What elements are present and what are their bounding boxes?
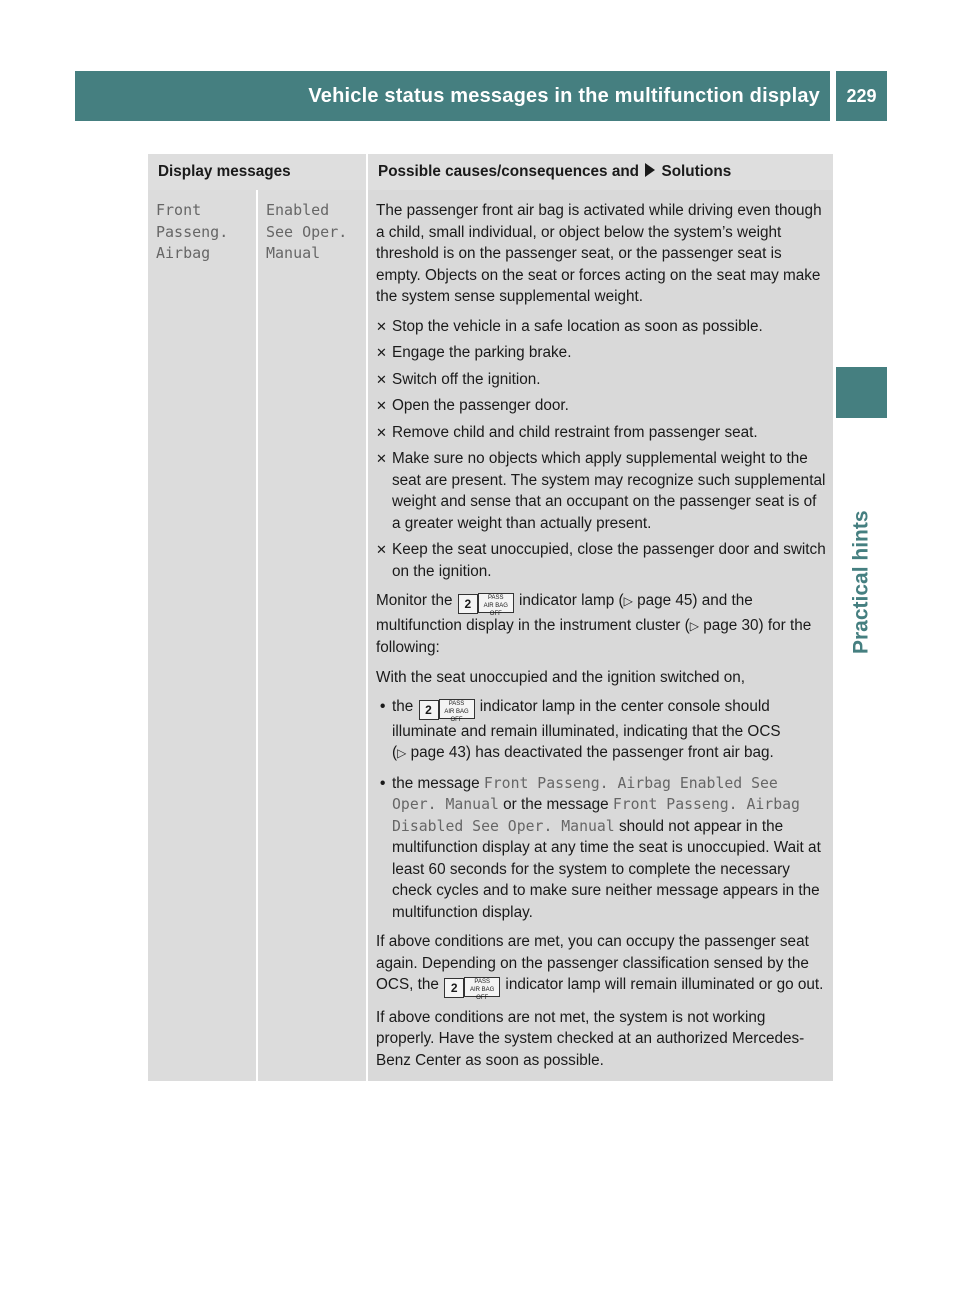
bullet-1: • the 2 PASS AIR BAG OFF indicator lamp in the center console should illuminate and remain illuminated, indicating that the OCS (▷ page 43) has deactivated the passenger front air bag.: [380, 698, 781, 761]
x-mark-icon: ✕: [376, 318, 387, 334]
message-col1: Front Passeng. Airbag: [148, 190, 257, 1081]
x-mark-icon: ✕: [376, 371, 387, 387]
step-7: ✕ Keep the seat unoccupied, close the passenger door and switch on the ignition.: [376, 541, 826, 580]
x-mark-icon: ✕: [376, 542, 387, 557]
page-reference[interactable]: page 43: [410, 744, 466, 761]
triangle-right-icon: ▷: [623, 594, 633, 608]
conditions-met-text: If above conditions are met, you can occupy the passenger seat again. Depending on the passenger classification sensed by the OCS, the 2 PASS AIR BAG OFF indicator lamp will remain illuminated or go out.: [376, 933, 824, 1001]
column-header-display: Display messages: [148, 154, 367, 190]
x-mark-icon: ✕: [376, 345, 387, 360]
x-mark-icon: ✕: [376, 424, 387, 440]
display-message: Front Passeng. Airbag Enabled See Oper. Manual: [392, 774, 778, 813]
step-6: ✕ Make sure no objects which apply supplemental weight to the seat are present. The system may recognize such supplemental weight and sense that an occupant on the passenger seat is of a greater weight than actually present.: [376, 450, 826, 532]
monitor-text: Monitor the 2 PASS AIR BAG OFF indicator lamp (▷ page 45) and the multifunction display in the instrument cluster (▷ page 30) for the following:: [376, 592, 812, 656]
step-2: ✕ Engage the parking brake.: [376, 342, 827, 364]
column-header-causes: Possible causes/consequences and Solutions: [367, 154, 833, 190]
bullet-2: • the message Front Passeng. Airbag Enabled See Oper. Manual or the message Front Passeng. Airbag Disabled See Oper. Manual should not appear in the multifunction display at any time the seat is unoccupied. Wait at least 60 seconds for the system to complete the necessary check cycles and to make sure neither message appears in the multifunction display.: [380, 774, 821, 921]
triangle-right-icon: ▷: [689, 618, 699, 633]
solutions-cell: [367, 190, 833, 1081]
page-reference[interactable]: page 45: [637, 592, 693, 609]
step-1: ✕ Stop the vehicle in a safe location as soon as possible.: [376, 316, 827, 338]
page-title: Vehicle status messages in the multifunction display: [308, 85, 820, 107]
conditions-not-met-text: If above conditions are not met, the system is not working properly. Have the system checked at an authorized Mercedes-Benz Center as soon as possible.: [376, 1008, 805, 1069]
messages-table: [148, 154, 833, 1081]
page-number: 229: [836, 71, 887, 121]
header-bar: [75, 71, 830, 121]
table-row: [148, 190, 833, 1081]
triangle-right-icon: [645, 163, 655, 177]
section-tab-label: Practical hints: [849, 510, 873, 654]
passenger-airbag-off-indicator-icon: 2 PASS AIR BAG OFF: [458, 593, 514, 615]
passenger-airbag-off-indicator-icon: 2 PASS AIR BAG OFF: [419, 699, 475, 721]
triangle-right-icon: ▷: [397, 746, 407, 760]
display-message: Front Passeng. Airbag Disabled See Oper. Manual: [392, 796, 800, 835]
section-marker: [836, 367, 887, 418]
table-header-row: [148, 154, 833, 190]
page-reference[interactable]: page 30: [703, 616, 759, 634]
passenger-airbag-off-indicator-icon: 2 PASS AIR BAG OFF: [444, 977, 500, 999]
intro-text: The passenger front air bag is activated while driving even though a child, small individual, or object below the system’s weight threshold is on the passenger seat, or the passenger seat is empty. Objects on the seat or forces acting on the seat may make the system sense supplemental weight.: [376, 202, 822, 305]
step-5: ✕ Remove child and child restraint from passenger seat.: [376, 422, 827, 444]
message-col2: Enabled See Oper. Manual: [257, 190, 367, 1081]
x-mark-icon: ✕: [376, 398, 387, 413]
step-3: ✕ Switch off the ignition.: [376, 369, 827, 391]
step-4: ✕ Open the passenger door.: [376, 395, 827, 417]
with-seat-text: With the seat unoccupied and the ignition switched on,: [376, 668, 746, 686]
x-mark-icon: ✕: [376, 451, 387, 466]
